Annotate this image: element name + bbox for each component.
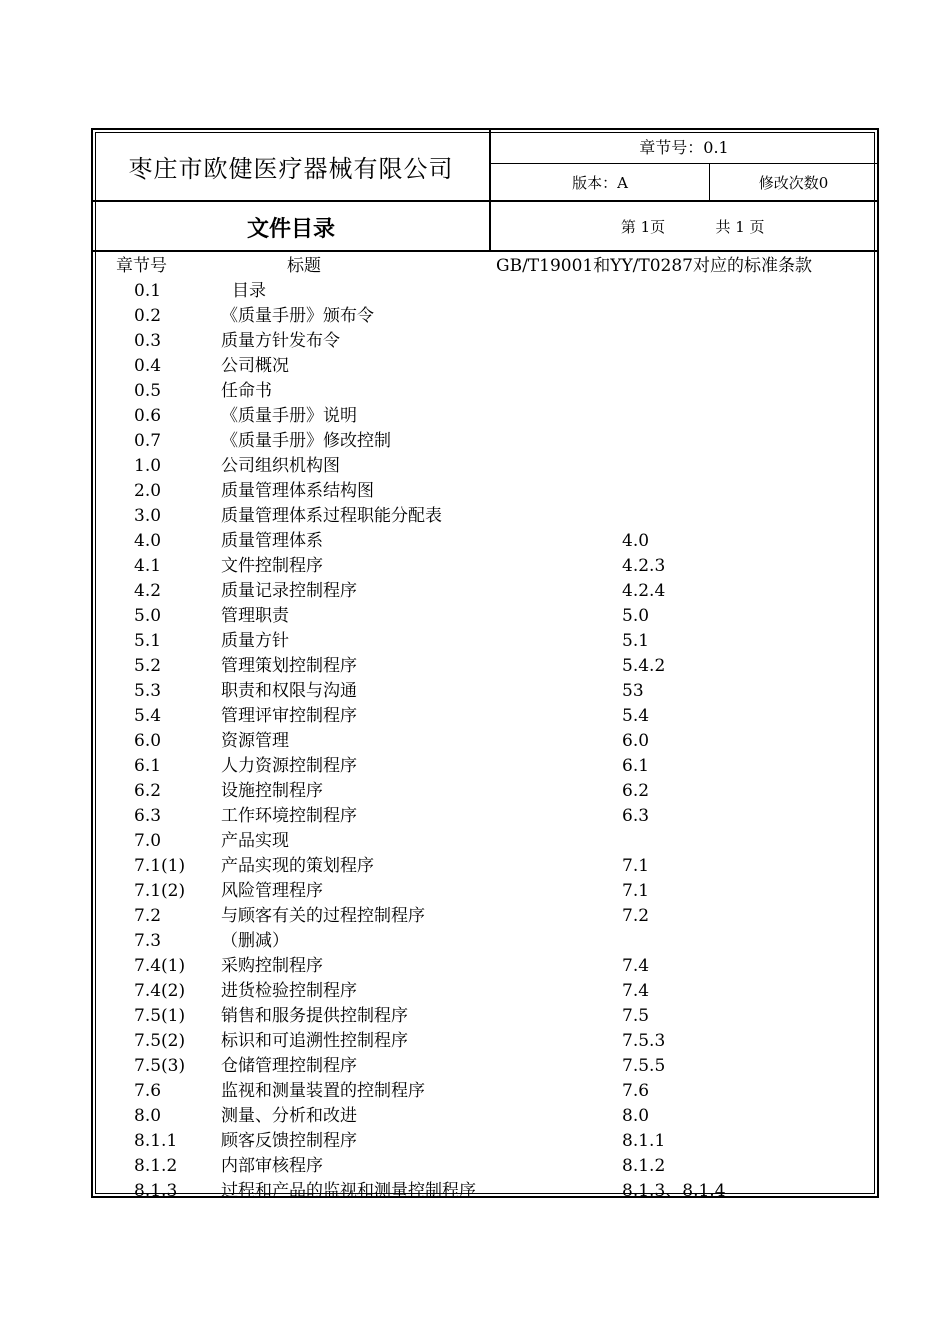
row-code: 7.2 (134, 906, 162, 926)
section-number: 章节号：0.1 (639, 138, 729, 157)
table-row (93, 479, 877, 504)
row-code: 0.1 (134, 281, 162, 301)
row-clause: 7.5.5 (622, 1056, 666, 1076)
row-clause: 7.5 (622, 1006, 650, 1026)
row-clause: 6.3 (622, 806, 650, 826)
row-code: 8.1.2 (134, 1156, 178, 1176)
table-row (93, 554, 877, 579)
table-row (93, 629, 877, 654)
table-row (93, 1029, 877, 1054)
table-row (93, 1104, 877, 1129)
row-title: 仓储管理控制程序 (221, 1056, 357, 1076)
table-row (93, 454, 877, 479)
row-title: 监视和测量装置的控制程序 (221, 1081, 425, 1101)
table-row (93, 654, 877, 679)
table-row (93, 904, 877, 929)
table-row (93, 1004, 877, 1029)
row-title: 职责和权限与沟通 (221, 681, 357, 701)
row-code: 6.0 (134, 731, 162, 751)
row-title: 质量管理体系过程职能分配表 (221, 506, 442, 526)
row-clause: 6.2 (622, 781, 650, 801)
row-code: 4.0 (134, 531, 162, 551)
row-code: 0.2 (134, 306, 162, 326)
row-title: 产品实现 (221, 831, 289, 851)
row-clause: 7.2 (622, 906, 650, 926)
page-total: 共 1 页 (715, 217, 765, 236)
row-clause: 6.0 (622, 731, 650, 751)
table-row (93, 754, 877, 779)
row-title: 设施控制程序 (221, 781, 323, 801)
row-clause: 5.1 (622, 631, 650, 651)
row-title: 目录 (232, 281, 266, 301)
column-header-title: 标题 (287, 256, 321, 276)
row-code: 2.0 (134, 481, 162, 501)
row-title: 公司组织机构图 (221, 456, 340, 476)
row-clause: 7.4 (622, 981, 650, 1001)
row-code: 7.1(2) (134, 881, 186, 901)
row-code: 1.0 (134, 456, 162, 476)
row-code: 7.4(2) (134, 981, 186, 1001)
column-headers (93, 254, 877, 279)
row-clause: 7.4 (622, 956, 650, 976)
table-row (93, 804, 877, 829)
table-row (93, 504, 877, 529)
row-title: 销售和服务提供控制程序 (221, 1006, 408, 1026)
row-code: 4.2 (134, 581, 162, 601)
table-row (93, 1129, 877, 1154)
row-clause: 5.4 (622, 706, 650, 726)
row-code: 0.3 (134, 331, 162, 351)
row-code: 7.5(2) (134, 1031, 186, 1051)
row-clause: 6.1 (622, 756, 650, 776)
row-title: 质量管理体系 (221, 531, 323, 551)
row-code: 6.1 (134, 756, 162, 776)
table-row (93, 329, 877, 354)
company-name: 枣庄市欧健医疗器械有限公司 (128, 154, 454, 183)
row-title: 《质量手册》修改控制 (221, 431, 391, 451)
table-row (93, 679, 877, 704)
row-title: 顾客反馈控制程序 (221, 1131, 357, 1151)
row-title: 人力资源控制程序 (221, 756, 357, 776)
row-clause: 5.0 (622, 606, 650, 626)
row-code: 0.5 (134, 381, 162, 401)
row-code: 7.6 (134, 1081, 162, 1101)
row-clause: 7.1 (622, 856, 650, 876)
row-code: 5.1 (134, 631, 162, 651)
row-title: 内部审核程序 (221, 1156, 323, 1176)
row-clause: 7.1 (622, 881, 650, 901)
row-code: 4.1 (134, 556, 162, 576)
row-code: 5.3 (134, 681, 162, 701)
row-code: 6.3 (134, 806, 162, 826)
table-row (93, 829, 877, 854)
table-row (93, 729, 877, 754)
column-header-clause: GB/T19001和YY/T0287对应的标准条款 (496, 256, 812, 276)
row-title: 《质量手册》说明 (221, 406, 357, 426)
row-title: 任命书 (221, 381, 272, 401)
row-title: （删减） (221, 931, 289, 951)
table-row (93, 529, 877, 554)
row-title: 进货检验控制程序 (221, 981, 357, 1001)
row-clause: 4.2.4 (622, 581, 666, 601)
row-code: 7.4(1) (134, 956, 186, 976)
row-code: 6.2 (134, 781, 162, 801)
table-row (93, 304, 877, 329)
version: 版本：A (572, 173, 628, 192)
row-clause: 8.1.3、8.1.4 (622, 1181, 726, 1201)
row-title: 资源管理 (221, 731, 289, 751)
row-code: 0.7 (134, 431, 162, 451)
table-row (93, 379, 877, 404)
row-clause: 4.0 (622, 531, 650, 551)
table-row (93, 429, 877, 454)
row-title: 质量记录控制程序 (221, 581, 357, 601)
table-row (93, 879, 877, 904)
row-title: 管理职责 (221, 606, 289, 626)
row-clause: 5.4.2 (622, 656, 666, 676)
row-code: 5.2 (134, 656, 162, 676)
row-code: 7.3 (134, 931, 162, 951)
table-row (93, 954, 877, 979)
table-row (93, 1054, 877, 1079)
row-title: 产品实现的策划程序 (221, 856, 374, 876)
row-code: 3.0 (134, 506, 162, 526)
row-title: 工作环境控制程序 (221, 806, 357, 826)
table-row (93, 604, 877, 629)
row-title: 测量、分析和改进 (221, 1106, 357, 1126)
row-clause: 4.2.3 (622, 556, 666, 576)
row-code: 8.0 (134, 1106, 162, 1126)
row-clause: 8.1.2 (622, 1156, 666, 1176)
table-row (93, 779, 877, 804)
row-code: 0.6 (134, 406, 162, 426)
row-title: 管理策划控制程序 (221, 656, 357, 676)
document-title: 文件目录 (246, 216, 335, 242)
row-code: 7.5(1) (134, 1006, 186, 1026)
column-header-code: 章节号 (116, 256, 167, 276)
row-title: 公司概况 (221, 356, 289, 376)
row-code: 8.1.1 (134, 1131, 178, 1151)
row-code: 7.0 (134, 831, 162, 851)
row-title: 《质量手册》颁布令 (221, 306, 374, 326)
table-row (93, 704, 877, 729)
row-clause: 7.6 (622, 1081, 650, 1101)
table-row (93, 354, 877, 379)
table-row (93, 929, 877, 954)
row-title: 管理评审控制程序 (221, 706, 357, 726)
row-title: 标识和可追溯性控制程序 (221, 1031, 408, 1051)
row-title: 风险管理程序 (221, 881, 323, 901)
row-code: 5.0 (134, 606, 162, 626)
row-code: 7.5(3) (134, 1056, 186, 1076)
table-row (93, 579, 877, 604)
table-row (93, 404, 877, 429)
row-code: 7.1(1) (134, 856, 186, 876)
table-row (93, 1154, 877, 1179)
row-clause: 8.0 (622, 1106, 650, 1126)
page-current: 第 1页 (620, 217, 666, 236)
row-title: 过程和产品的监视和测量控制程序 (221, 1181, 476, 1201)
row-clause: 7.5.3 (622, 1031, 666, 1051)
table-row (93, 854, 877, 879)
row-title: 质量方针 (221, 631, 289, 651)
table-row (93, 979, 877, 1004)
row-clause: 53 (622, 681, 644, 701)
row-code: 5.4 (134, 706, 162, 726)
row-code: 0.4 (134, 356, 162, 376)
row-title: 与顾客有关的过程控制程序 (221, 906, 425, 926)
row-title: 质量方针发布令 (221, 331, 340, 351)
table-row (93, 1179, 877, 1204)
table-row (93, 279, 877, 304)
row-code: 8.1.3 (134, 1181, 178, 1201)
document-table (91, 128, 879, 1201)
row-title: 文件控制程序 (221, 556, 323, 576)
table-row (93, 1079, 877, 1104)
row-title: 采购控制程序 (221, 956, 323, 976)
revision-count: 修改次数0 (758, 173, 829, 192)
row-title: 质量管理体系结构图 (221, 481, 374, 501)
row-clause: 8.1.1 (622, 1131, 666, 1151)
